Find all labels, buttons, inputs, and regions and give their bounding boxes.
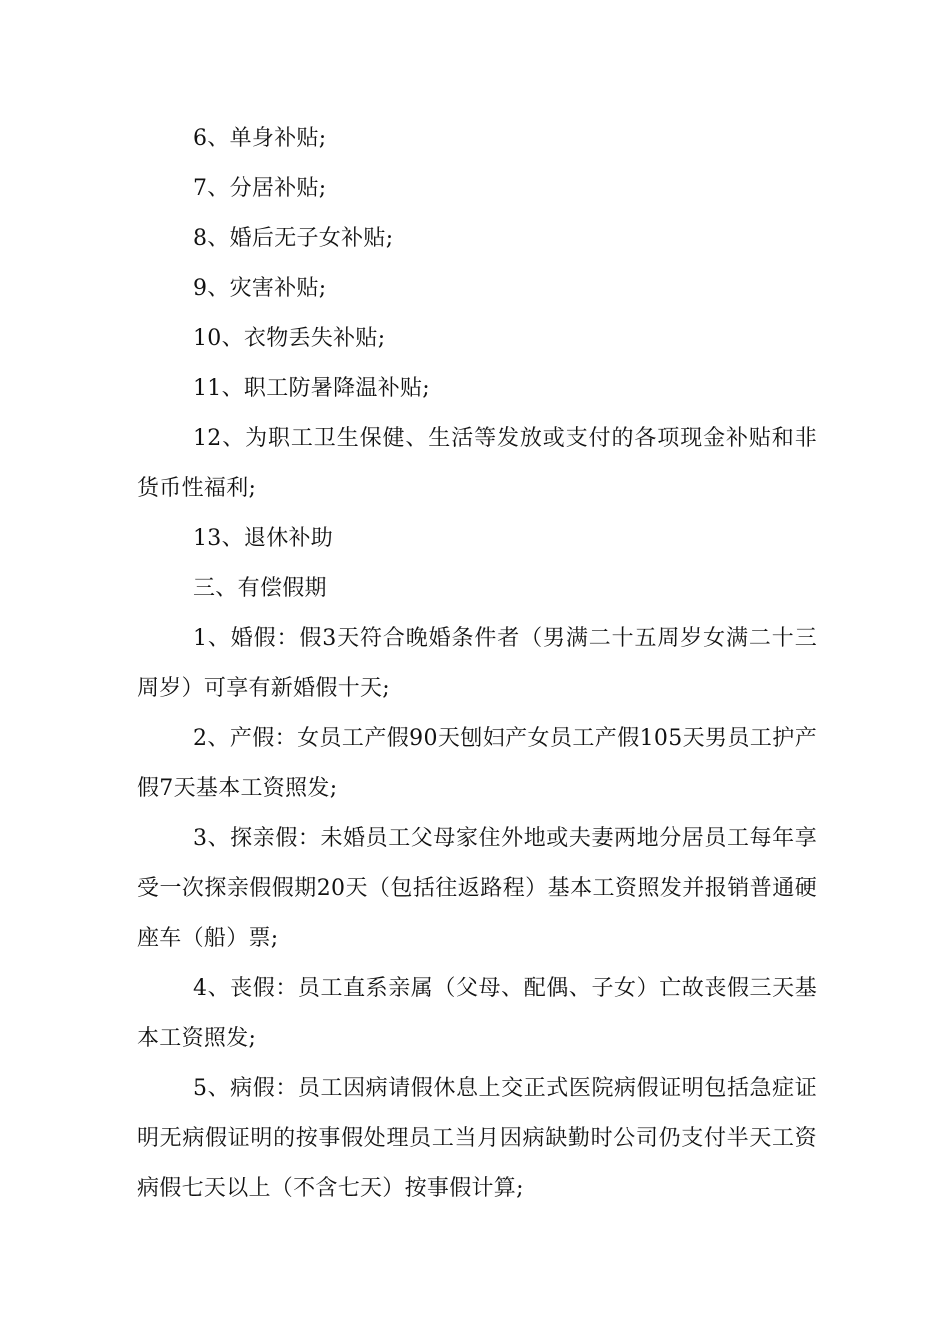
paragraph-retirement-subsidy: 13、退休补助 (193, 526, 334, 551)
paragraph-maternity-leave: 2、产假：女员工产假90天刨妇产女员工产假105天男员工护产假7天基本工资照发; (137, 726, 817, 801)
paragraph-disaster-allowance: 9、灾害补贴; (193, 276, 327, 301)
paragraph-bereavement-leave: 4、丧假：员工直系亲属（父母、配偶、子女）亡故丧假三天基本工资照发; (137, 976, 817, 1051)
paragraph-childless-allowance: 8、婚后无子女补贴; (193, 226, 394, 251)
paragraph-single-allowance: 6、单身补贴; (193, 126, 327, 151)
paragraph-heat-allowance: 11、职工防暑降温补贴; (193, 376, 431, 401)
section-heading-paid-leave: 三、有偿假期 (193, 576, 327, 601)
paragraph-marriage-leave: 1、婚假：假3天符合晚婚条件者（男满二十五周岁女满二十三周岁）可享有新婚假十天; (137, 626, 817, 701)
paragraph-health-welfare: 12、为职工卫生保健、生活等发放或支付的各项现金补贴和非货币性福利; (137, 426, 817, 501)
paragraph-family-visit-leave: 3、探亲假：未婚员工父母家住外地或夫妻两地分居员工每年享受一次探亲假假期20天（包括往返路程）基本工资照发并报销普通硬座车（船）票; (137, 826, 817, 951)
paragraph-sick-leave: 5、病假：员工因病请假休息上交正式医院病假证明包括急症证明无病假证明的按事假处理员工当月因病缺勤时公司仍支付半天工资病假七天以上（不含七天）按事假计算; (137, 1076, 817, 1201)
paragraph-separation-allowance: 7、分居补贴; (193, 176, 327, 201)
paragraph-clothing-loss-allowance: 10、衣物丢失补贴; (193, 326, 386, 351)
document-body (137, 114, 817, 1214)
